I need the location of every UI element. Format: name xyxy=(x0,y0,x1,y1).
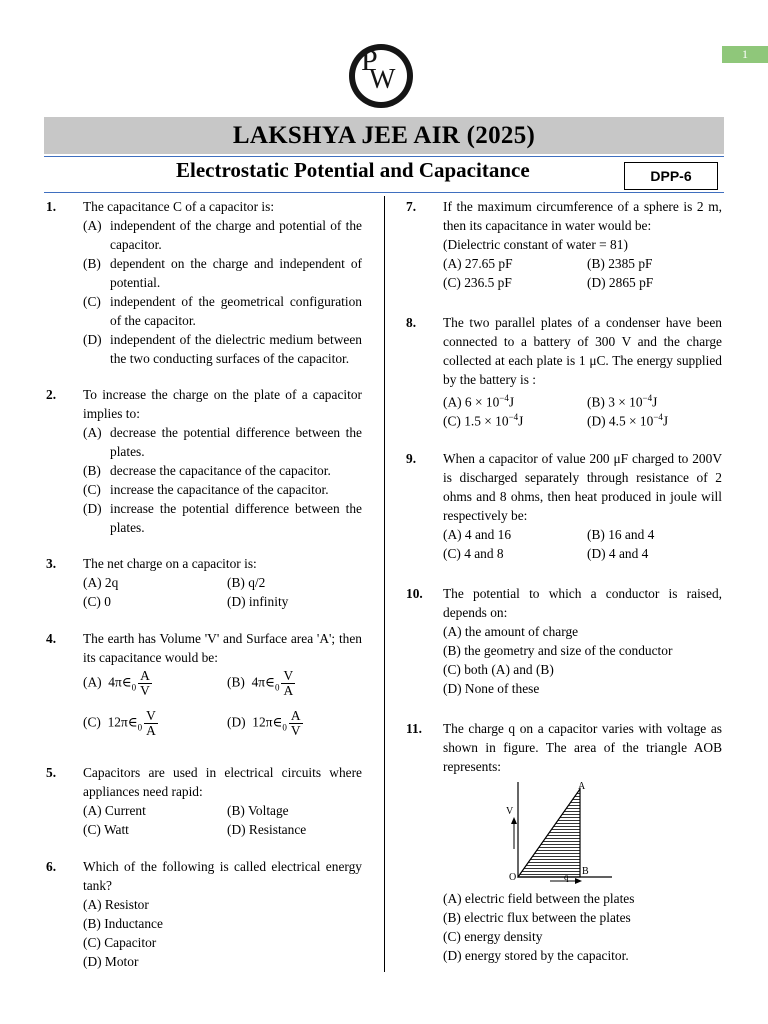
option-c: (C) both (A) and (B) xyxy=(443,662,554,677)
option-label: (C) xyxy=(83,482,101,497)
label-v: V xyxy=(506,806,514,817)
option-d: (D) $4.5 \times 10^{-4}J$ xyxy=(587,412,669,429)
question-4 xyxy=(46,629,362,744)
question-7 xyxy=(406,197,722,297)
option-label: (D) xyxy=(83,501,102,516)
option-a: (A) Resistor xyxy=(83,897,149,912)
option-a: (A) the amount of charge xyxy=(443,624,579,639)
question-text: The net charge on a capacitor is: xyxy=(83,556,257,571)
option-b: (B) 16 and 4 xyxy=(587,527,655,542)
q-arrowhead xyxy=(575,878,582,884)
page-number: 1 xyxy=(722,46,768,63)
triangle-aob-figure xyxy=(500,777,630,887)
title-banner: LAKSHYA JEE AIR (2025) xyxy=(44,117,724,154)
divider-bottom xyxy=(44,192,724,193)
question-note: (Dielectric constant of water = 81) xyxy=(443,237,628,252)
option-a: (A) Current xyxy=(83,803,146,818)
column-divider xyxy=(384,196,385,972)
option-b: (B) the geometry and size of the conductor xyxy=(443,643,673,658)
question-text: If the maximum circumference of a sphere is 2 m, then its capacitance in water would be: xyxy=(443,199,722,233)
chapter-title: Electrostatic Potential and Capacitance xyxy=(176,158,530,182)
option-label: (D) xyxy=(83,332,102,347)
option-label: (A) xyxy=(83,218,102,233)
label-q: q xyxy=(564,872,569,882)
option-c: (C) energy density xyxy=(443,929,543,944)
question-number: 6. xyxy=(46,859,57,874)
question-2 xyxy=(46,385,362,535)
question-text: Which of the following is called electrical energy tank? xyxy=(83,859,362,893)
question-number: 11. xyxy=(406,721,422,736)
option-b: (B) Inductance xyxy=(83,916,163,931)
option-c: independent of the geometrical configuration of the capacitor. xyxy=(110,294,362,328)
option-label: (A) xyxy=(83,425,102,440)
question-text: The capacitance C of a capacitor is: xyxy=(83,199,275,214)
question-number: 9. xyxy=(406,451,417,466)
option-label: (C) xyxy=(83,294,101,309)
question-number: 2. xyxy=(46,387,57,402)
question-number: 4. xyxy=(46,631,57,646)
option-a: (A) 2q xyxy=(83,575,119,590)
option-d: (D) Resistance xyxy=(227,822,307,837)
option-b: (B) electric flux between the plates xyxy=(443,910,631,925)
question-5 xyxy=(46,763,362,843)
label-o: O xyxy=(509,872,517,883)
option-a: independent of the charge and potential of the capacitor. xyxy=(110,218,362,252)
question-number: 3. xyxy=(46,556,57,571)
option-a: (A) 4 and 16 xyxy=(443,527,512,542)
question-text: The potential to which a conductor is raised, depends on: xyxy=(443,586,722,620)
option-d: (D) 4 and 4 xyxy=(587,546,649,561)
question-3 xyxy=(46,554,362,614)
question-9 xyxy=(406,449,722,564)
option-b: (B) $3 \times 10^{-4}J$ xyxy=(587,393,658,410)
option-c: (C) $12\pi\in_0$ $\frac{V}{A}$ xyxy=(83,708,156,738)
option-label: (B) xyxy=(83,463,101,478)
option-d: (D) infinity xyxy=(227,594,289,609)
option-d: independent of the dielectric medium between the two conducting surfaces of the capacitor. xyxy=(110,332,362,366)
logo-letter-w: W xyxy=(369,64,396,95)
option-c: (C) Watt xyxy=(83,822,129,837)
question-1 xyxy=(46,197,362,372)
logo-letter-p: P xyxy=(361,44,378,77)
question-number: 8. xyxy=(406,315,417,330)
question-8 xyxy=(406,313,722,428)
question-number: 1. xyxy=(46,199,57,214)
label-b: B xyxy=(582,866,589,877)
option-d: increase the potential difference between the plates. xyxy=(110,501,362,535)
option-c: (C) $1.5 \times 10^{-4}J$ xyxy=(443,412,524,429)
option-d: (D) energy stored by the capacitor. xyxy=(443,948,629,963)
option-b: dependent on the charge and independent of potential. xyxy=(110,256,362,290)
question-6 xyxy=(46,857,362,972)
option-a: (A) $6 \times 10^{-4}J$ xyxy=(443,393,515,410)
option-label: (B) xyxy=(83,256,101,271)
option-d: (D) 2865 pF xyxy=(587,275,654,290)
option-d: (D) Motor xyxy=(83,954,139,969)
question-text: When a capacitor of value 200 μF charged to 200V is discharged separately through resistance of 2 ohms and 8 ohms, then heat produced in joule will respectively be: xyxy=(443,451,722,523)
question-text: The charge q on a capacitor varies with voltage as shown in figure. The area of the triangle AOB represents: xyxy=(443,721,722,774)
question-number: 5. xyxy=(46,765,57,780)
option-a: decrease the potential difference between the plates. xyxy=(110,425,362,459)
option-b: decrease the capacitance of the capacitor. xyxy=(110,463,331,478)
question-number: 7. xyxy=(406,199,417,214)
option-a: (A) electric field between the plates xyxy=(443,891,635,906)
option-b: (B) q/2 xyxy=(227,575,266,590)
option-c: increase the capacitance of the capacitor. xyxy=(110,482,329,497)
question-text: The earth has Volume 'V' and Surface area 'A'; then its capacitance would be: xyxy=(83,631,362,665)
triangle-aob xyxy=(518,789,580,877)
question-text: The two parallel plates of a condenser have been connected to a battery of 300 V and the charge collected at each plate is 1 μC. The energy supplied by the battery is : xyxy=(443,315,722,387)
option-b: (B) $4\pi\in_0$ $\frac{V}{A}$ xyxy=(227,668,294,698)
option-a: (A) $4\pi\in_0$ $\frac{A}{V}$ xyxy=(83,668,150,698)
label-a: A xyxy=(578,781,586,792)
option-d: (D) $12\pi\in_0$ $\frac{A}{V}$ xyxy=(227,708,301,738)
option-c: (C) 236.5 pF xyxy=(443,275,512,290)
question-text: To increase the charge on the plate of a capacitor implies to: xyxy=(83,387,362,421)
divider-top xyxy=(44,156,724,157)
option-a: (A) 27.65 pF xyxy=(443,256,513,271)
question-text: Capacitors are used in electrical circuits where appliances need rapid: xyxy=(83,765,362,799)
option-c: (C) 0 xyxy=(83,594,111,609)
option-d: (D) None of these xyxy=(443,681,540,696)
option-c: (C) Capacitor xyxy=(83,935,157,950)
option-b: (B) 2385 pF xyxy=(587,256,653,271)
pw-logo xyxy=(349,44,413,108)
question-10 xyxy=(406,584,722,699)
v-arrowhead xyxy=(511,817,517,824)
option-b: (B) Voltage xyxy=(227,803,289,818)
option-c: (C) 4 and 8 xyxy=(443,546,504,561)
dpp-badge: DPP-6 xyxy=(624,162,718,190)
question-number: 10. xyxy=(406,586,423,601)
